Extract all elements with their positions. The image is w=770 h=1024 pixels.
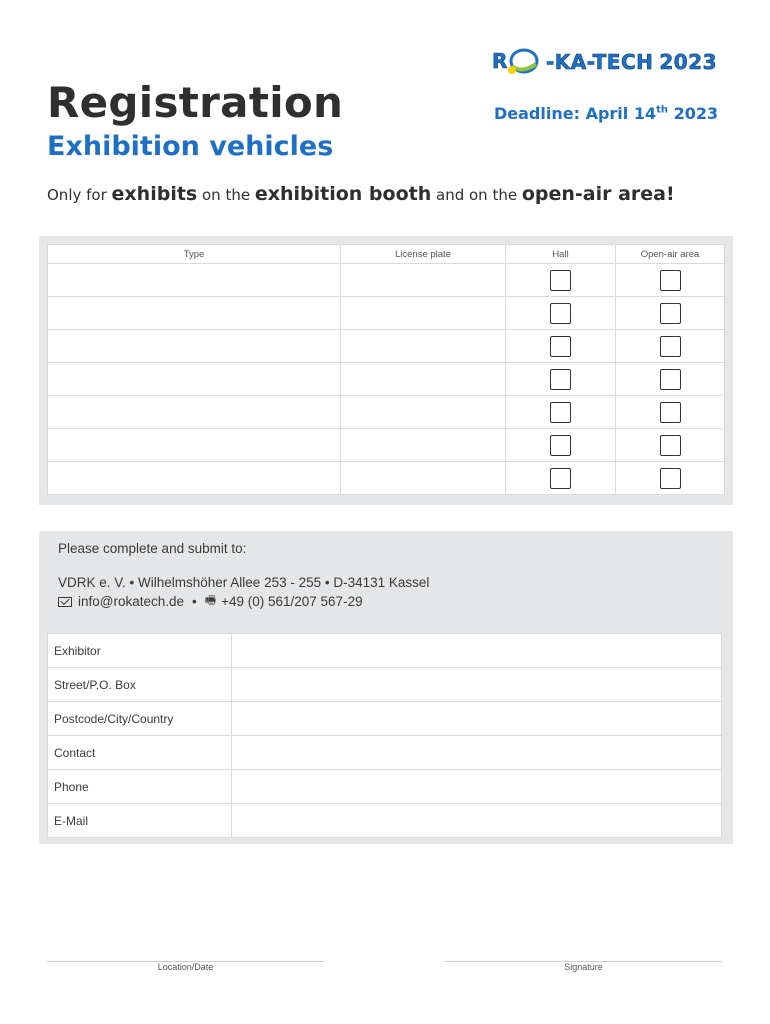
vehicle-row [48,429,725,462]
form-field-input[interactable] [232,804,722,838]
fax-number: +49 (0) 561/207 567-29 [221,594,363,609]
open-air-cell [616,396,725,429]
hall-checkbox[interactable] [550,336,571,357]
type-input-cell[interactable] [48,330,341,363]
form-field-input[interactable] [232,668,722,702]
contact-line [58,591,363,612]
deadline-sup: th [656,104,668,116]
form-field-label: Exhibitor [48,634,232,668]
form-field-input[interactable] [232,736,722,770]
form-row [48,770,722,804]
hall-cell [506,330,616,363]
location-date-label: Location/Date [157,962,214,972]
notice-text-2: on the [197,186,255,204]
form-field-label: E-Mail [48,804,232,838]
license-plate-input-cell[interactable] [341,297,506,330]
open-air-checkbox[interactable] [660,435,681,456]
vehicle-table [47,244,725,495]
type-input-cell[interactable] [48,363,341,396]
form-row [48,702,722,736]
separator-bullet: • [192,594,197,609]
hall-checkbox[interactable] [550,402,571,423]
hall-cell [506,396,616,429]
license-plate-input-cell[interactable] [341,363,506,396]
open-air-cell [616,330,725,363]
hall-cell [506,264,616,297]
open-air-cell [616,363,725,396]
type-input-cell[interactable] [48,462,341,495]
form-field-input[interactable] [232,634,722,668]
rokatech-logo [492,44,717,80]
vehicle-row [48,264,725,297]
open-air-checkbox[interactable] [660,336,681,357]
vehicle-row [48,363,725,396]
hall-cell [506,363,616,396]
deadline-year: 2023 [668,104,719,123]
hall-checkbox[interactable] [550,435,571,456]
exhibit-notice [47,183,675,205]
license-plate-input-cell[interactable] [341,330,506,363]
email-link[interactable]: info@rokatech.de [78,594,185,609]
type-input-cell[interactable] [48,396,341,429]
svg-text:R: R [492,49,508,73]
open-air-checkbox[interactable] [660,303,681,324]
col-header-type: Type [48,245,341,264]
form-row [48,668,722,702]
page-title: Registration [47,78,344,127]
logo-emblem-icon [492,44,550,80]
vehicle-row [48,462,725,495]
col-header-hall: Hall [506,245,616,264]
open-air-checkbox[interactable] [660,270,681,291]
form-field-label: Contact [48,736,232,770]
type-input-cell[interactable] [48,297,341,330]
col-header-license-plate: License plate [341,245,506,264]
hall-cell [506,429,616,462]
notice-bold-1: exhibits [111,183,198,205]
vehicle-row [48,330,725,363]
hall-checkbox[interactable] [550,369,571,390]
vehicle-row [48,297,725,330]
fax-icon: 🖷 [204,593,217,607]
form-field-input[interactable] [232,770,722,804]
license-plate-input-cell[interactable] [341,264,506,297]
notice-bold-2: exhibition booth [254,183,432,205]
logo-text: -KA-TECH 2023 [546,50,718,74]
form-row [48,804,722,838]
logo-year: 2023 [659,50,718,74]
form-field-label: Postcode/City/Country [48,702,232,736]
vehicle-table-header [48,245,725,264]
notice-text-3: and on the [431,186,522,204]
deadline-text: Deadline: April 14 [494,104,657,123]
postal-address: VDRK e. V. • Wilhelmshöher Allee 253 - 255 • D-34131 Kassel [58,575,430,590]
notice-text-1: Only for [47,186,112,204]
hall-checkbox[interactable] [550,270,571,291]
hall-cell [506,297,616,330]
exhibitor-form [47,633,722,838]
open-air-cell [616,264,725,297]
col-header-open-air-area: Open-air area [616,245,725,264]
open-air-cell [616,462,725,495]
open-air-cell [616,429,725,462]
form-row [48,634,722,668]
submit-instruction: Please complete and submit to: [58,541,247,556]
deadline [494,104,718,123]
open-air-checkbox[interactable] [660,402,681,423]
license-plate-input-cell[interactable] [341,396,506,429]
form-row [48,736,722,770]
notice-bold-3: open-air area! [521,183,675,205]
open-air-cell [616,297,725,330]
form-field-label: Phone [48,770,232,804]
email-icon [58,597,72,607]
type-input-cell[interactable] [48,429,341,462]
open-air-checkbox[interactable] [660,369,681,390]
hall-cell [506,462,616,495]
license-plate-input-cell[interactable] [341,429,506,462]
vehicle-row [48,396,725,429]
form-field-input[interactable] [232,702,722,736]
form-field-label: Street/P.O. Box [48,668,232,702]
hall-checkbox[interactable] [550,303,571,324]
page-subtitle: Exhibition vehicles [47,131,334,162]
license-plate-input-cell[interactable] [341,462,506,495]
open-air-checkbox[interactable] [660,468,681,489]
type-input-cell[interactable] [48,264,341,297]
signature-label: Signature [564,962,603,972]
hall-checkbox[interactable] [550,468,571,489]
